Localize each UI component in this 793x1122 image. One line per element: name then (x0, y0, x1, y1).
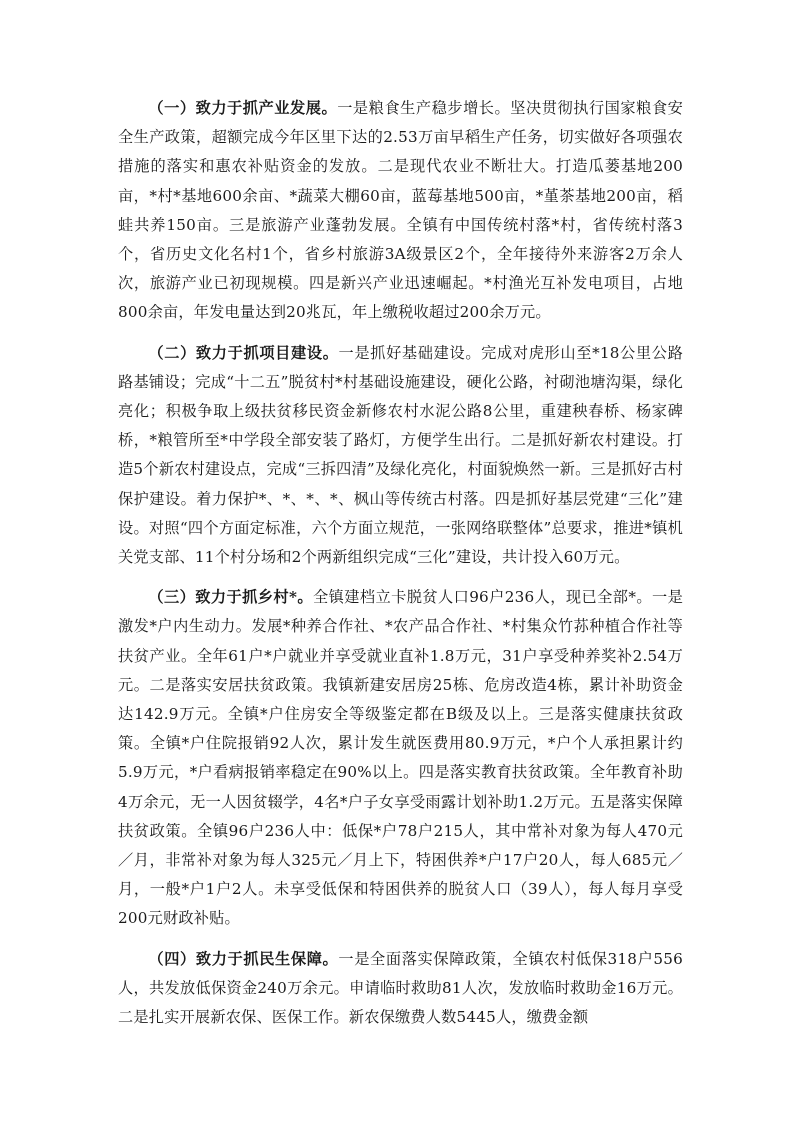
document-body (118, 94, 683, 1043)
paragraph-heading: （一）致力于抓产业发展。 (148, 99, 338, 117)
paragraph-projects (118, 339, 683, 573)
paragraph-text: 全镇建档立卡脱贫人口96户236人，现已全部*。一是激发*户内生动力。发展*种养合作社、*农产品合作社、*村集众竹荪种植合作社等扶贫产业。全年61户*户就业并享受就业直补1.8万元，31户享受种养奖补2.54万元。二是落实安居扶贫政策。我镇新建安居房25栋、危房改造4栋，累计补助资金达142.9万元。全镇*户住房安全等级鉴定都在B级及以上。三是落实健康扶贫政策。全镇*户住院报销92人次，累计发生就医费用80.9万元，*户个人承担累计约5.9万元，*户看病报销率稳定在90%以上。四是落实教育扶贫政策。全年教育补助4万余元，无一人因贫辍学，4名*户子女享受雨露计划补助1.2万元。五是落实保障扶贫政策。全镇96户236人中：低保*户78户215人，其中常补对象为每人470元／月，非常补对象为每人325元／月上下，特困供养*户17户20人，每人685元／月，一般*户1户2人。未享受低保和特困供养的脱贫人口（39人），每人每月享受200元财政补贴。 (118, 588, 683, 928)
paragraph-text: 一是粮食生产稳步增长。坚决贯彻执行国家粮食安全生产政策，超额完成今年区里下达的2.53万亩早稻生产任务，切实做好各项强农措施的落实和惠农补贴资金的发放。二是现代农业不断壮大。打造瓜蒌基地200亩，*村*基地600余亩、*蔬菜大棚60亩，蓝莓基地500亩，*堇茶基地200亩，稻蛙共养150亩。三是旅游产业蓬勃发展。全镇有中国传统村落*村，省传统村落3个，省历史文化名村1个，省乡村旅游3A级景区2个，全年接待外来游客2万余人次，旅游产业已初现规模。四是新兴产业迅速崛起。*村渔光互补发电项目，占地800余亩，年发电量达到20兆瓦，年上缴税收超过200余万元。 (118, 99, 683, 322)
paragraph-text: 一是抓好基础建设。完成对虎形山至*18公里公路路基铺设；完成“十二五”脱贫村*村基础设施建设，硬化公路，衬砌池塘沟渠，绿化亮化；积极争取上级扶贫移民资金新修农村水泥公路8公里，重建秧春桥、杨家碑桥，*粮管所至*中学段全部安装了路灯，方便学生出行。二是抓好新农村建设。打造5个新农村建设点，完成“三拆四清”及绿化亮化，村面貌焕然一新。三是抓好古村保护建设。着力保护*、*、*、*、枫山等传统古村落。四是抓好基层党建“三化”建设。对照“四个方面定标准，六个方面立规范，一张网络联整体”总要求，推进*镇机关党支部、11个村分场和2个两新组织完成“三化”建设，共计投入60万元。 (118, 343, 683, 567)
paragraph-heading: （二）致力于抓项目建设。 (148, 343, 339, 362)
paragraph-heading: （三）致力于抓乡村*。 (148, 588, 313, 607)
paragraph-industry (118, 94, 683, 328)
paragraph-rural (118, 583, 683, 933)
paragraph-livelihood (118, 945, 683, 1033)
paragraph-heading: （四）致力于抓民生保障。 (148, 949, 339, 968)
paragraph-text: 一是全面落实保障政策，全镇农村低保318户556人，共发放低保资金240万余元。申请临时救助81人次，发放临时救助金16万元。二是扎实开展新农保、医保工作。新农保缴费人数5445人，缴费金额 (118, 949, 683, 1027)
